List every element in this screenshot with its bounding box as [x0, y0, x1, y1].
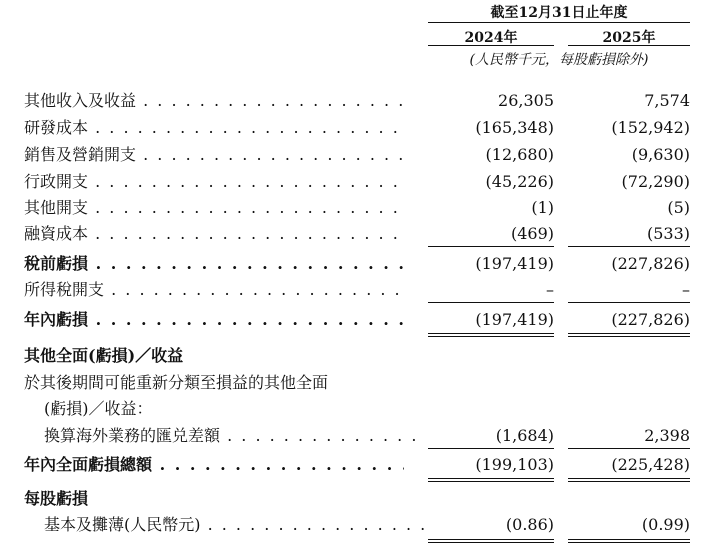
double-rule-top-2024	[428, 333, 554, 334]
total-double-rule-bottom-2025	[568, 481, 690, 482]
row-loss-for-year	[0, 308, 715, 332]
value-2025: (9,630)	[631, 145, 690, 164]
row-fx-differences	[0, 424, 715, 448]
oci-rule-2024	[428, 448, 554, 449]
value-2025: (227,826)	[611, 310, 690, 329]
row-finance-costs	[0, 222, 715, 246]
oci-rule-2025	[568, 448, 690, 449]
row-admin	[0, 170, 715, 194]
value-2024: (1,684)	[495, 426, 554, 445]
row-other-income	[0, 89, 715, 113]
oci-heading: 其他全面(虧損)／收益	[24, 346, 184, 365]
row-label: 所得稅開支 . . .	[24, 278, 404, 302]
eps-double-rule-top-2025	[568, 539, 690, 540]
value-2024: (197,419)	[475, 254, 554, 273]
row-income-tax	[0, 278, 715, 302]
row-rnd	[0, 116, 715, 140]
value-2024: –	[546, 280, 554, 299]
row-loss-before-tax	[0, 252, 715, 276]
value-2024: (199,103)	[475, 455, 554, 474]
subtotal-rule-2024	[428, 246, 554, 247]
row-label: 其他開支 . . .	[24, 196, 404, 220]
row-label: 銷售及營銷開支 . . .	[24, 143, 404, 167]
tax-rule-2025	[568, 302, 690, 303]
oci-subheading-line2: (虧損)／收益：	[44, 399, 153, 418]
tax-rule-2024	[428, 302, 554, 303]
header-rule	[428, 22, 690, 23]
row-label: 其他收入及收益 . . .	[24, 89, 404, 113]
value-2024: (12,680)	[485, 145, 554, 164]
year-2024-header: 2024年	[464, 30, 518, 46]
double-rule-bottom-2025	[568, 336, 690, 337]
eps-double-rule-bottom-2024	[428, 542, 554, 543]
double-rule-top-2025	[568, 333, 690, 334]
year-2025-rule	[568, 45, 690, 46]
row-label: 稅前虧損 . . .	[24, 252, 404, 276]
period-header: 截至12月31日止年度	[490, 5, 628, 21]
row-label: 換算海外業務的匯兑差額 . . .	[44, 424, 424, 448]
value-2024: 26,305	[498, 91, 554, 110]
total-double-rule-bottom-2024	[428, 481, 554, 482]
value-2024: (197,419)	[475, 310, 554, 329]
eps-heading: 每股虧損	[24, 489, 89, 508]
row-label: 基本及攤薄(人民幣元) . . .	[44, 513, 424, 537]
value-2024: (45,226)	[485, 172, 554, 191]
total-double-rule-top-2024	[428, 478, 554, 479]
value-2025: (227,826)	[611, 254, 690, 273]
row-total-comprehensive-loss	[0, 453, 715, 477]
oci-subheading-line1: 於其後期間可能重新分類至損益的其他全面	[24, 373, 329, 392]
value-2024: (165,348)	[475, 118, 554, 137]
year-2025-header: 2025年	[602, 30, 656, 46]
value-2024: (469)	[510, 224, 554, 243]
row-label: 研發成本 . . .	[24, 116, 404, 140]
row-label: 年內全面虧損總額 . . .	[24, 453, 404, 477]
year-2024-rule	[428, 45, 554, 46]
value-2025: (152,942)	[611, 118, 690, 137]
row-other-expenses	[0, 196, 715, 220]
double-rule-bottom-2024	[428, 336, 554, 337]
eps-double-rule-top-2024	[428, 539, 554, 540]
value-2025: (72,290)	[621, 172, 690, 191]
value-2024: (0.86)	[505, 515, 554, 534]
unit-note: (人民幣千元，每股虧損除外)	[469, 52, 649, 68]
row-eps-basic-diluted	[0, 513, 715, 537]
row-label: 融資成本 . . .	[24, 222, 404, 246]
value-2025: 2,398	[644, 426, 690, 445]
value-2025: (533)	[646, 224, 690, 243]
row-label: 年內虧損 . . .	[24, 308, 404, 332]
total-double-rule-top-2025	[568, 478, 690, 479]
eps-double-rule-bottom-2025	[568, 542, 690, 543]
row-label: 行政開支 . . .	[24, 170, 404, 194]
value-2025: –	[682, 280, 690, 299]
value-2025: (5)	[667, 198, 690, 217]
row-selling	[0, 143, 715, 167]
value-2024: (1)	[531, 198, 554, 217]
value-2025: (225,428)	[611, 455, 690, 474]
subtotal-rule-2025	[568, 246, 690, 247]
value-2025: (0.99)	[641, 515, 690, 534]
value-2025: 7,574	[644, 91, 690, 110]
